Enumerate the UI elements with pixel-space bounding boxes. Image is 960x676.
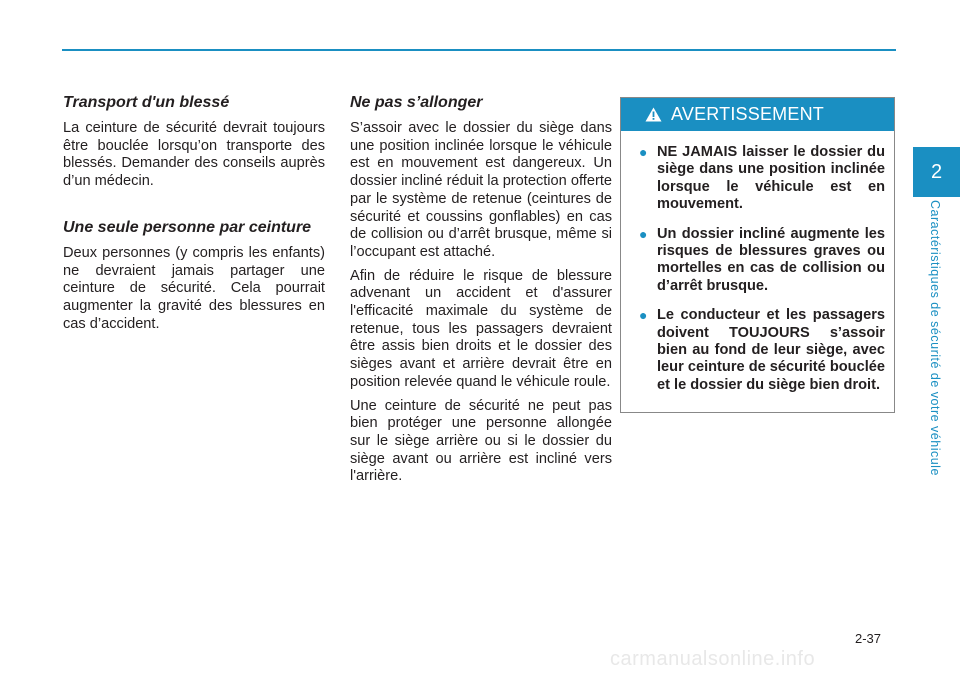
warning-header xyxy=(621,98,894,131)
chapter-title: Caractéristiques de sécurité de votre véhicule xyxy=(928,200,942,476)
section-text-one-person: Deux personnes (y compris les enfants) ne devraient jamais partager une ceinture de sécurité. Cela pourrait augmenter la gravité des blessures en cas d’accident. xyxy=(63,244,325,332)
warning-item: ● Le conducteur et les passagers doivent TOUJOURS s’assoir bien au fond de leur siège, avec leur ceinture de sécurité bouclée et le dossier du siège bien droit. xyxy=(639,307,885,393)
top-rule xyxy=(62,49,896,51)
warning-triangle-icon xyxy=(645,107,662,122)
section-paragraph: Afin de réduire le risque de blessure advenant un accident et d'assurer l'efficacité maximale du système de retenue, tous les passagers devraient être assis bien droits et le dossier des sièges avant et arrière devrait être en position relevée quand le véhicule roule. xyxy=(350,267,612,390)
section-paragraph: Une ceinture de sécurité ne peut pas bien protéger une personne allongée sur le siège arrière ou si le dossier du siège avant ou arrière est incliné vers l'arrière. xyxy=(350,397,612,485)
watermark: carmanualsonline.info xyxy=(610,648,816,670)
section-text-transport: La ceinture de sécurité devrait toujours être bouclée lorsqu’on transporte des blessés. Demander des conseils auprès d’un médecin. xyxy=(63,120,325,190)
section-paragraph: S’assoir avec le dossier du siège dans une position inclinée lorsque le véhicule est en mouvement est dangereux. Un dossier incliné réduit la protection offerte par le système de retenue (ceintures de sécurité et coussins gonflables) en cas de collision ou d’arrêt brusque, même si l’occupant est attaché. xyxy=(350,120,612,260)
bullet-icon: ● xyxy=(639,225,648,242)
warning-title: AVERTISSEMENT xyxy=(671,104,824,124)
middle-column xyxy=(350,94,612,492)
left-column xyxy=(63,94,325,361)
bullet-icon: ● xyxy=(639,307,648,324)
warning-item: ● Un dossier incliné augmente les risques de blessures graves ou mortelles en cas de collision ou d’arrêt brusque. xyxy=(639,225,885,294)
chapter-tab: 2 xyxy=(913,147,960,197)
warning-list xyxy=(621,131,894,394)
section-title-transport: Transport d'un blessé xyxy=(63,94,230,111)
warning-item: ● NE JAMAIS laisser le dossier du siège dans une position inclinée lorsque le véhicule est en mouvement. xyxy=(639,144,885,213)
warning-box xyxy=(620,97,895,413)
page-number: 2-37 xyxy=(855,631,882,646)
section-title-one-person: Une seule personne par ceinture xyxy=(63,218,312,236)
section-title-recline: Ne pas s’allonger xyxy=(350,94,483,111)
bullet-icon: ● xyxy=(639,144,648,160)
